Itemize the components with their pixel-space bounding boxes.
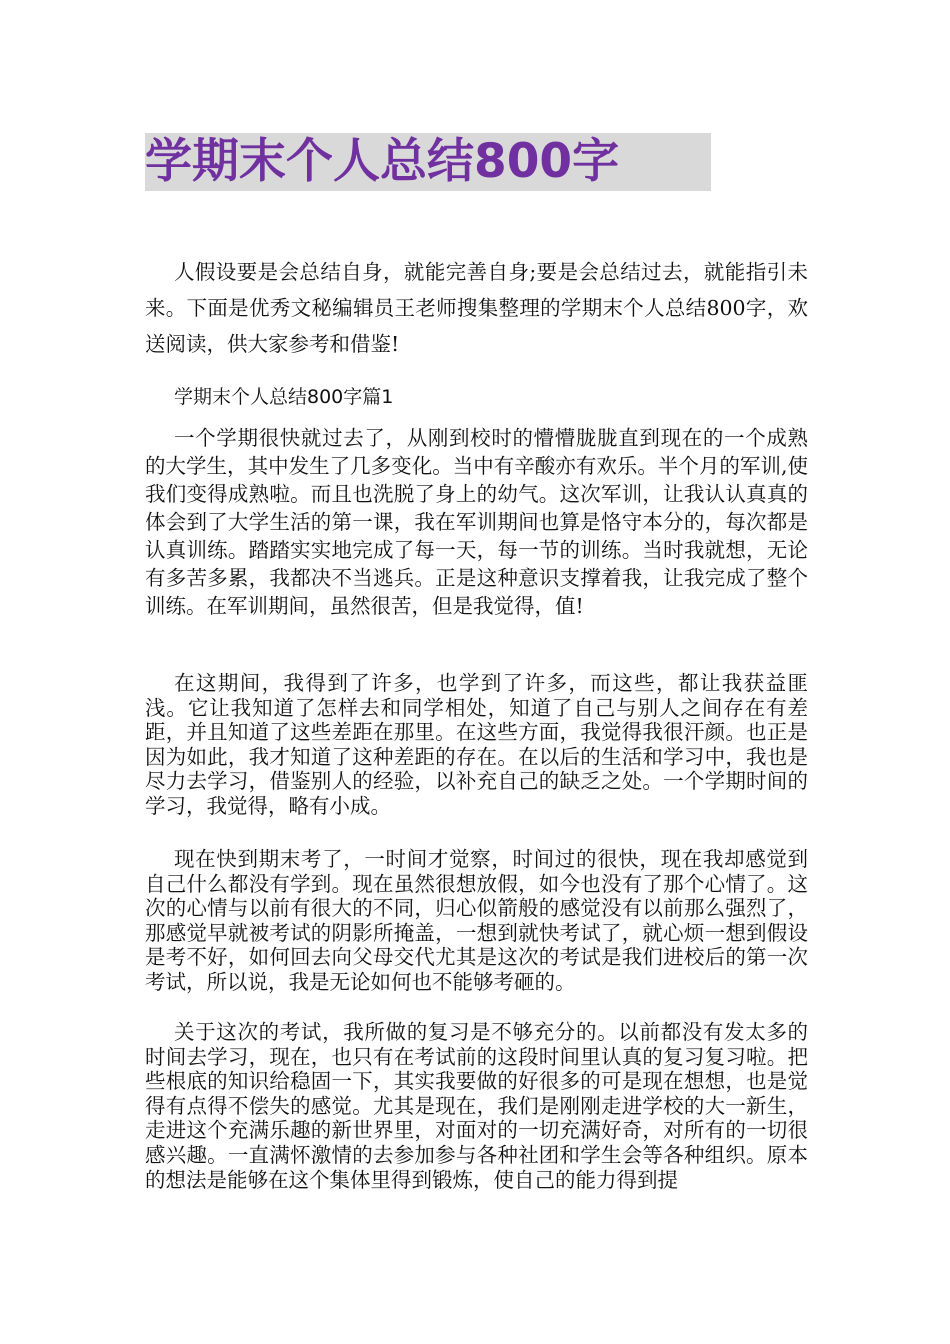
- paragraph-block-1: [145, 424, 808, 620]
- body-paragraph: 关于这次的考试，我所做的复习是不够充分的。以前都没有发太多的时间去学习，现在，也只有在考试前的这段时间里认真的复习复习啦。把些根底的知识给稳固一下，其实我要做的好很多的可是现在想想，也是觉得有点得不偿失的感觉。尤其是现在，我们是刚刚走进学校的大一新生，走进这个充满乐趣的新世界里，对面对的一切充满好奇，对所有的一切很感兴趣。一直满怀激情的去参加参与各种社团和学生会等各种组织。原本的想法是能够在这个集体里得到锻炼，使自己的能力得到提: [145, 1020, 808, 1192]
- paragraph-block-2: [145, 671, 808, 819]
- body-paragraph: 现在快到期末考了，一时间才觉察，时间过的很快，现在我却感觉到自己什么都没有学到。现在虽然很想放假，如今也没有了那个心情了。这次的心情与以前有很大的不同，归心似箭般的感觉没有以前那么强烈了，那感觉早就被考试的阴影所掩盖，一想到就快考试了，就心烦一想到假设是考不好，如何回去向父母交代尤其是这次的考试是我们进校后的第一次考试，所以说，我是无论如何也不能够考砸的。: [145, 847, 808, 994]
- title-highlight: [145, 133, 711, 191]
- paragraph-block-3: [145, 847, 808, 995]
- section-heading: 学期末个人总结800字篇1: [174, 386, 394, 408]
- paragraph-block-4: [145, 1020, 808, 1192]
- body-paragraph: 在这期间，我得到了许多，也学到了许多，而这些，都让我获益匪浅。它让我知道了怎样去和同学相处，知道了自己与别人之间存在有差距，并且知道了这些差距在那里。在这些方面，我觉得我很汗颜。也正是因为如此，我才知道了这种差距的存在。在以后的生活和学习中，我也是尽力去学习，借鉴别人的经验，以补充自己的缺乏之处。一个学期时间的学习，我觉得，略有小成。: [145, 671, 808, 818]
- intro-paragraph: 人假设要是会总结自身，就能完善自身;要是会总结过去，就能指引未来。下面是优秀文秘编辑员王老师搜集整理的学期末个人总结800字，欢送阅读，供大家参考和借鉴!: [145, 260, 808, 356]
- intro-block: [145, 254, 808, 362]
- body-paragraph: 一个学期很快就过去了，从刚到校时的懵懵胧胧直到现在的一个成熟的大学生，其中发生了几多变化。当中有辛酸亦有欢乐。半个月的军训,使我们变得成熟啦。而且也洗脱了身上的幼气。这次军训，让我认认真真的体会到了大学生活的第一课，我在军训期间也算是恪守本分的，每次都是认真训练。踏踏实实地完成了每一天，每一节的训练。当时我就想，无论有多苦多累，我都决不当逃兵。正是这种意识支撑着我，让我完成了整个训练。在军训期间，虽然很苦，但是我觉得，值!: [145, 426, 808, 618]
- document-title: 学期末个人总结800字: [145, 134, 620, 189]
